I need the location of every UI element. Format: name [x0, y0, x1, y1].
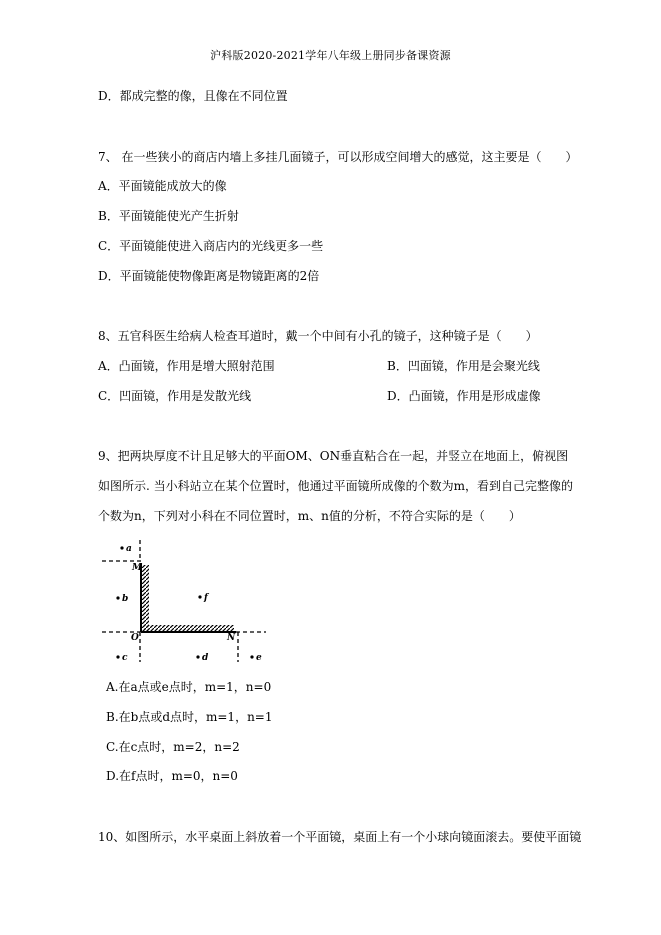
q9-option-c: C.在c点时，m=2，n=2	[106, 740, 240, 754]
q7-option-d: D．平面镜能使物像距离是物镜距离的2倍	[98, 269, 320, 283]
label-e: e	[256, 653, 262, 663]
point-e	[250, 655, 253, 658]
q9-option-a: A.在a点或e点时，m=1，n=0	[106, 680, 272, 694]
mirror-top-view-diagram	[98, 536, 270, 666]
point-a	[120, 546, 123, 549]
label-d: d	[202, 653, 209, 663]
q9-stem-line2: 如图所示. 当小科站立在某个位置时，他通过平面镜所成像的个数为m，看到自己完整像的	[98, 479, 574, 493]
q7-option-a: A．平面镜能成放大的像	[98, 179, 227, 193]
page-header: 沪科版2020-2021学年八年级上册同步备课资源	[210, 49, 451, 62]
q8-option-a: A．凸面镜，作用是增大照射范围	[98, 359, 275, 373]
q7-stem: 7、 在一些狭小的商店内墙上多挂几面镜子，可以形成空间增大的感觉，这主要是（ ）	[98, 150, 578, 164]
label-m: M	[132, 563, 142, 573]
label-n: N	[227, 633, 236, 643]
label-o: O	[131, 633, 139, 643]
point-f	[198, 595, 201, 598]
label-f: f	[204, 593, 208, 603]
point-b	[116, 596, 119, 599]
q9-stem-line1: 9、把两块厚度不计且足够大的平面OM、ON垂直粘合在一起，并竖立在地面上，俯视图	[98, 449, 569, 463]
q9-stem-line3: 个数为n，下列对小科在不同位置时，m、n值的分析，不符合实际的是（ ）	[98, 509, 521, 523]
q7-option-c: C．平面镜能使进入商店内的光线更多一些	[98, 239, 324, 253]
q7-option-b: B．平面镜能使光产生折射	[98, 209, 239, 223]
q9-mirror-figure	[98, 536, 270, 666]
q9-option-d: D.在f点时，m=0，n=0	[106, 769, 238, 783]
q10-stem-line1: 10、如图所示，水平桌面上斜放着一个平面镜，桌面上有一个小球向镜面滚去。要使平面镜	[98, 830, 582, 844]
point-c	[116, 655, 119, 658]
q8-option-d: D．凸面镜，作用是形成虚像	[387, 389, 541, 403]
q9-option-b: B.在b点或d点时，m=1，n=1	[106, 710, 273, 724]
mirror-on-hatching	[144, 625, 234, 632]
q6-option-d: D．都成完整的像，且像在不同位置	[98, 89, 288, 103]
q8-option-c: C．凹面镜，作用是发散光线	[98, 389, 252, 403]
q8-option-b: B．凹面镜，作用是会聚光线	[387, 359, 540, 373]
label-a: a	[126, 544, 132, 554]
label-c: c	[122, 653, 128, 663]
q8-stem: 8、五官科医生给病人检查耳道时，戴一个中间有小孔的镜子，这种镜子是（ ）	[98, 329, 538, 343]
point-d	[196, 655, 199, 658]
mirror-om-hatching	[141, 565, 149, 631]
label-b: b	[122, 594, 129, 604]
